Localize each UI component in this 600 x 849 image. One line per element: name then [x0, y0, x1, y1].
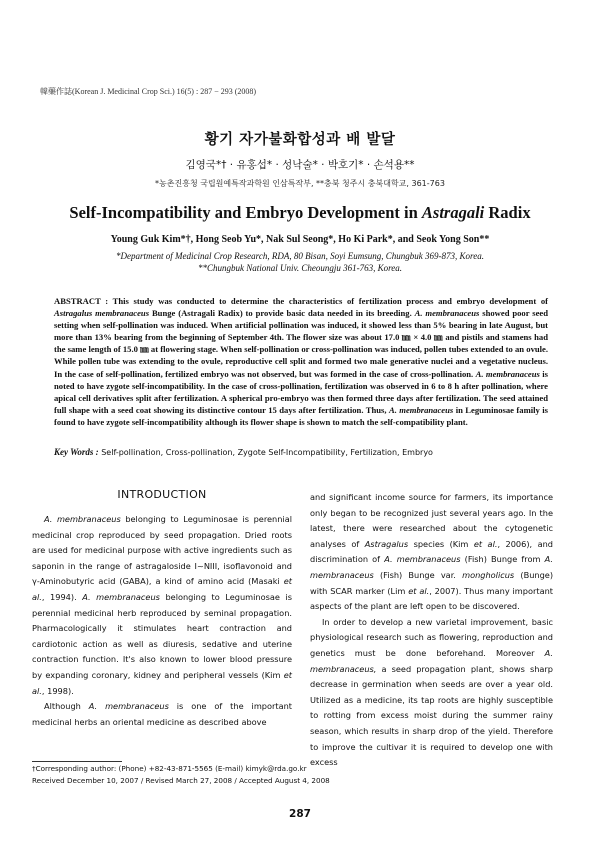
korean-title: 황기 자가불화합성과 배 발달 [204, 132, 396, 148]
abstract-species: A. membranaceus [388, 404, 454, 415]
paragraph-text: is one of the important medicinal herbs an oriental medicine as described above [32, 701, 292, 727]
citation-etal: et al. [32, 669, 292, 696]
keywords-label: Key Words : [54, 447, 99, 457]
abstract-text: in Leguminosae family is found to have zygote self-incompatibility although its flower shape is shown to match the self-compatibility plant. [54, 404, 548, 427]
citation-etal: et al. [32, 576, 292, 602]
paragraph-text: belonging to Leguminosae is perennial medicinal crop reproduced by seed propagation. Dried roots are used for medicinal purpose with active ingredients such as saponin in the range of astragaloside I~NIII, isoflavonoid and γ-Aminobutyric acid (GABA), a kind of amino acid (Masaki [32, 514, 292, 587]
intro-paragraph-continued [310, 490, 553, 615]
species-name: A. membranaceus [44, 514, 121, 524]
page-number: 287 [289, 808, 311, 820]
footnote [32, 763, 330, 786]
intro-paragraph-3 [310, 615, 553, 771]
paragraph-text: species (Kim [413, 538, 469, 549]
abstract-text: is noted to have zygote self-incompatibility. In the case of cross-pollination, fertilization was observed in 6 to 8 h after pollination, where apical cell derivatives split after fertilization. A spherical pro-embryo was then formed three days after fertilization. The seed attained full shape with a seed coat showing its distinctive contour 15 days after fertilization. Thus, [54, 368, 549, 415]
affiliation-line-1: *Department of Medicinal Crop Research, RDA, 80 Bisan, Soyi Eumsung, Chungbuk 369-873, Korea. [116, 251, 484, 261]
species-name: A. membranaceus [88, 701, 169, 712]
introduction-heading: INTRODUCTION [117, 488, 207, 501]
species-name: A. membranaceus [384, 554, 461, 565]
intro-paragraph-2 [32, 699, 292, 730]
species-name: A. membranaceus [310, 554, 553, 580]
paragraph-text: , 2007). Thus many important aspects of the plant are left open to be discovered. [310, 585, 553, 612]
journal-citation: 韓藥作誌(Korean J. Medicinal Crop Sci.) 16(5) : 287 − 293 (2008) [40, 87, 257, 96]
intro-paragraph-1 [32, 512, 292, 699]
abstract-label: ABSTRACT : [54, 296, 109, 306]
abstract-species: A. membranaceus [414, 308, 480, 319]
citation-etal: et al. [408, 585, 430, 596]
species-name: A. membranaceus, [310, 647, 553, 674]
paragraph-text: and significant income source for farmers, its importance only began to be recognized just several years ago. In the latest, there were researched about the cytogenetic analyses of [310, 492, 553, 549]
abstract-text: Bunge (Astragali Radix) to provide basic data needed in its breeding. [151, 308, 412, 319]
abstract-species: Astragalus membranaceus [54, 308, 150, 319]
paragraph-text: belonging to Leguminosae is perennial medicinal herb reproduced by seminal propagation. Pharmacologically it stimulates heart contraction and cardiotonic action as well as diuresis, sedative and uterine contraction function. It's also known to lower blood pressure by expanding coronary, kidney and peripheral vessels (Kim [32, 591, 293, 680]
keywords [54, 446, 548, 459]
abstract-text: showed poor seed setting when self-pollination was induced. When artificial pollination was induced, it showed less than 5% bearing in late August, but more than 13% bearing from the beginning of September 4th. The flower size was about 17.0 ㎜ × 4.0 ㎜ and pistils and stamens had the same length of 15.0 ㎜ at flowering stage. When self-pollination or cross-pollination was induced, pollen tubes extended to an ovule. While pollen tube was extending to the ovule, reproductive cell split and formed two male generative nuclei and a vegetative nucleus. In the case of self-pollination, fertilized embryo was not observed, but was formed in the case of cross-pollination. [54, 308, 549, 379]
paragraph-text: In order to develop a new varietal improvement, basic physiological research such as flowering, reproduction and genetics must be done beforehand. Moreover [310, 616, 553, 658]
footnote-divider [32, 761, 122, 762]
paragraph-text: , 1994). [41, 591, 77, 602]
paragraph-text: (Fish) Bunge from [464, 554, 541, 565]
keywords-text: Self-pollination, Cross-pollination, Zygote Self-Incompatibility, Fertilization, Embryo [101, 448, 433, 457]
affiliation-line-2: **Chungbuk National Univ. Cheoungju 361-763, Korea. [198, 263, 402, 273]
abstract-species: A. membranaceus [475, 368, 540, 379]
left-column [32, 512, 292, 730]
species-name: A. membranaceus [82, 591, 160, 602]
paragraph-text: (Bunge) with SCAR marker (Lim [310, 569, 554, 596]
citation-etal: et al. [473, 538, 498, 549]
right-column [310, 490, 553, 771]
paragraph-text: Although [44, 701, 81, 712]
korean-authors: 김영국*† · 유홍섭* · 성낙술* · 박호기* · 손석용** [185, 159, 415, 171]
abstract-text: This study was conducted to determine the characteristics of fertilization process and embryo development of [112, 296, 548, 306]
paragraph-text: a seed propagation plant, shows sharp decrease in germination when seeds are over a year old. Utilized as a medicine, its tap roots are highly susceptible to rotting from excess moist during the summer rainy season, which results in sharp drop of the yield. Therefore to improve the cultivar it is required to develop one with excess [310, 663, 553, 768]
paragraph-text: , 2006), and discrimination of [310, 538, 553, 565]
paragraph-text: (Fish) Bunge var. [379, 569, 456, 580]
english-title-end: Radix [488, 203, 531, 222]
footnote-dates: Received December 10, 2007 / Revised March 27, 2008 / Accepted August 4, 2008 [32, 775, 330, 785]
english-affiliation [60, 250, 540, 274]
korean-affiliation: *농촌진흥청 국립원예특작과학원 인삼특작부, **충북 청주시 충북대학교, 361-763 [155, 179, 445, 188]
variety-name: mongholicus [462, 569, 515, 580]
english-title-italic: Astragali [421, 203, 485, 222]
english-authors: Young Guk Kim*†, Hong Seob Yu*, Nak Sul Seong*, Ho Ki Park*, and Seok Yong Son** [110, 234, 490, 245]
english-title-main: Self-Incompatibility and Embryo Development in [69, 203, 418, 222]
genus-name: Astragalus [364, 538, 409, 549]
footnote-corresponding-author: †Corresponding author: (Phone) +82-43-871-5565 (E-mail) kimyk@rda.go.kr [32, 764, 307, 773]
english-title [0, 203, 600, 223]
paragraph-text: , 1998). [41, 685, 74, 696]
abstract [54, 295, 548, 428]
